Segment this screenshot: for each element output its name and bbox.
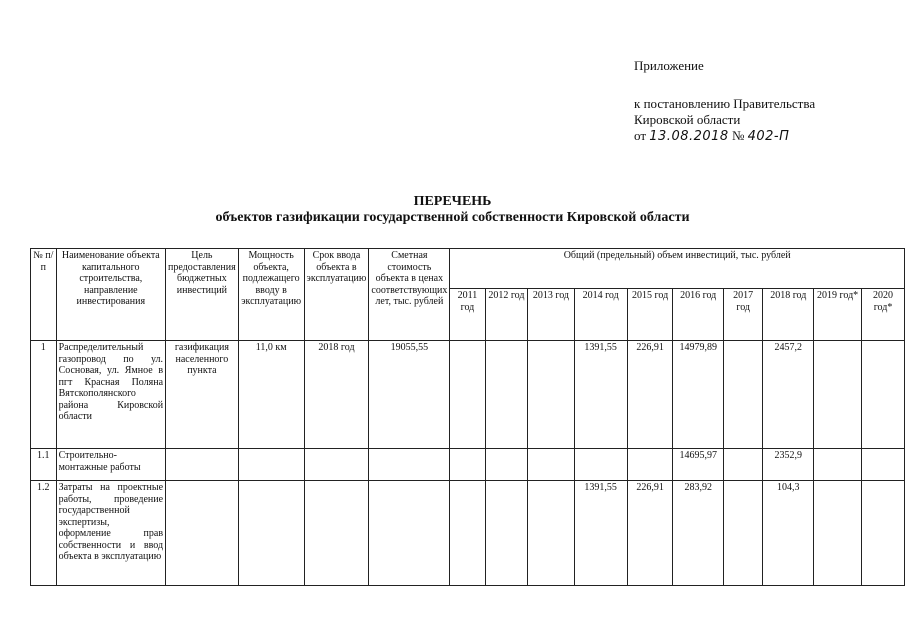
row-purpose: газификация населенного пункта xyxy=(166,341,239,449)
row-year-value: 283,92 xyxy=(673,481,724,586)
row-name: Распределительный газопровод по ул. Сосновая, ул. Ямное в пгт Красная Поляна Вятскополянского района Кировской области xyxy=(56,341,165,449)
row-year-value: 226,91 xyxy=(627,341,673,449)
header-name: Наименование объекта капитального строительства, направление инвестирования xyxy=(56,249,165,341)
row-num: 1.2 xyxy=(31,481,57,586)
row-year-value: 14979,89 xyxy=(673,341,724,449)
row-year-value xyxy=(485,341,528,449)
row-year-value: 1391,55 xyxy=(574,481,627,586)
header-cost: Сметная стоимость объекта в ценах соответствующих лет, тыс. рублей xyxy=(369,249,450,341)
row-cost xyxy=(369,449,450,481)
row-year-value xyxy=(485,481,528,586)
row-year-value xyxy=(862,481,905,586)
row-cost xyxy=(369,481,450,586)
number-label: № xyxy=(731,128,745,143)
document-title: ПЕРЕЧЕНЬ xyxy=(413,194,492,209)
row-year-value xyxy=(450,481,485,586)
header-year: 2015 год xyxy=(627,289,673,341)
from-label: от xyxy=(634,128,647,143)
row-year-value: 14695,97 xyxy=(673,449,724,481)
row-year-value xyxy=(450,449,485,481)
decree-number: 402-П xyxy=(747,129,790,144)
header-year: 2014 год xyxy=(574,289,627,341)
header-num: № п/п xyxy=(31,249,57,341)
header-year: 2018 год xyxy=(763,289,814,341)
row-year-value: 104,3 xyxy=(763,481,814,586)
row-year-value: 2457,2 xyxy=(763,341,814,449)
header-year: 2013 год xyxy=(528,289,574,341)
row-year-value xyxy=(627,449,673,481)
row-year-value xyxy=(814,481,862,586)
row-year-value xyxy=(528,481,574,586)
row-capacity xyxy=(238,449,304,481)
row-num: 1 xyxy=(31,341,57,449)
row-year-value xyxy=(450,341,485,449)
document-subtitle: объектов газификации государственной собственности Кировской области xyxy=(215,210,690,225)
header-year: 2016 год xyxy=(673,289,724,341)
row-year-value xyxy=(723,449,762,481)
row-term xyxy=(304,481,369,586)
header-year: 2019 год* xyxy=(814,289,862,341)
row-year-value: 1391,55 xyxy=(574,341,627,449)
decree-line: к постановлению Правительства xyxy=(634,96,816,111)
header-capacity: Мощность объекта, подлежащего вводу в эксплуатацию xyxy=(238,249,304,341)
row-capacity: 11,0 км xyxy=(238,341,304,449)
table-row xyxy=(31,449,905,481)
row-year-value xyxy=(528,449,574,481)
row-year-value xyxy=(485,449,528,481)
region-line: Кировской области xyxy=(634,112,741,127)
header-year: 2011 год xyxy=(450,289,485,341)
objects-table xyxy=(30,248,905,586)
row-term xyxy=(304,449,369,481)
header-purpose: Цель предоставления бюджетных инвестиций xyxy=(166,249,239,341)
row-year-value xyxy=(814,449,862,481)
row-name: Строительно-монтажные работы xyxy=(56,449,165,481)
row-year-value xyxy=(862,341,905,449)
appendix-label: Приложение xyxy=(634,58,704,73)
row-purpose xyxy=(166,481,239,586)
row-year-value xyxy=(574,449,627,481)
header-year: 2012 год xyxy=(485,289,528,341)
header-year: 2017 год xyxy=(723,289,762,341)
appendix-block xyxy=(634,58,815,145)
header-investment: Общий (предельный) объем инвестиций, тыс. рублей xyxy=(450,249,905,289)
table-row xyxy=(31,341,905,449)
row-year-value xyxy=(723,341,762,449)
row-year-value: 226,91 xyxy=(627,481,673,586)
header-year: 2020 год* xyxy=(862,289,905,341)
row-purpose xyxy=(166,449,239,481)
header-term: Срок ввода объекта в эксплуатацию xyxy=(304,249,369,341)
row-capacity xyxy=(238,481,304,586)
row-year-value: 2352,9 xyxy=(763,449,814,481)
row-year-value xyxy=(862,449,905,481)
row-num: 1.1 xyxy=(31,449,57,481)
row-year-value xyxy=(723,481,762,586)
row-year-value xyxy=(814,341,862,449)
table-row xyxy=(31,481,905,586)
row-name: Затраты на проектные работы, проведение государственной экспертизы, оформление прав собственности и ввод объекта в эксплуатацию xyxy=(56,481,165,586)
row-term: 2018 год xyxy=(304,341,369,449)
row-year-value xyxy=(528,341,574,449)
date-line xyxy=(634,128,815,145)
row-cost: 19055,55 xyxy=(369,341,450,449)
decree-date: 13.08.2018 xyxy=(649,129,729,144)
